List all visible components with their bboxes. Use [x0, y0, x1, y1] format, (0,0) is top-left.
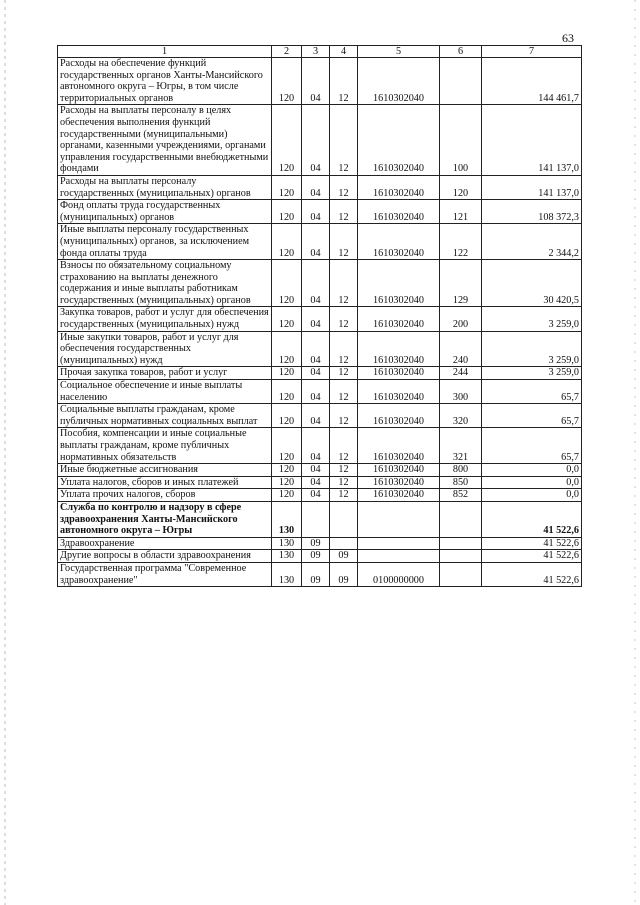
cell-ministry-code: 120 [272, 404, 302, 428]
cell-target-code: 1610302040 [358, 476, 440, 489]
cell-subsection-code: 09 [330, 562, 358, 586]
cell-expense-type: 100 [440, 105, 482, 176]
cell-expense-type [440, 537, 482, 550]
cell-section-code: 04 [302, 307, 330, 331]
cell-name: Иные бюджетные ассигнования [58, 464, 272, 477]
cell-ministry-code: 130 [272, 537, 302, 550]
cell-name: Социальные выплаты гражданам, кроме публичных нормативных социальных выплат [58, 404, 272, 428]
cell-expense-type: 244 [440, 367, 482, 380]
cell-ministry-code: 130 [272, 562, 302, 586]
cell-subsection-code: 12 [330, 489, 358, 502]
table-row [58, 331, 582, 367]
table-row [58, 428, 582, 464]
cell-name: Пособия, компенсации и иные социальные выплаты гражданам, кроме публичных нормативных обязательств [58, 428, 272, 464]
cell-ministry-code: 120 [272, 476, 302, 489]
cell-name: Иные закупки товаров, работ и услуг для обеспечения государственных (муниципальных) нужд [58, 331, 272, 367]
cell-amount: 0,0 [482, 476, 582, 489]
cell-target-code: 1610302040 [358, 464, 440, 477]
cell-target-code: 1610302040 [358, 367, 440, 380]
cell-target-code: 1610302040 [358, 200, 440, 224]
cell-subsection-code: 12 [330, 331, 358, 367]
cell-section-code: 04 [302, 331, 330, 367]
cell-ministry-code: 120 [272, 367, 302, 380]
cell-section-code: 04 [302, 175, 330, 199]
table-row [58, 489, 582, 502]
cell-amount: 108 372,3 [482, 200, 582, 224]
cell-section-code: 09 [302, 562, 330, 586]
header-col-6: 6 [440, 46, 482, 58]
table-row [58, 175, 582, 199]
cell-target-code: 1610302040 [358, 307, 440, 331]
table-row [58, 476, 582, 489]
cell-amount: 3 259,0 [482, 367, 582, 380]
cell-subsection-code: 09 [330, 550, 358, 563]
cell-name: Расходы на обеспечение функций государственных органов Ханты-Мансийского автономного округа – Югры, в том числе территориальных органов [58, 58, 272, 105]
cell-section-code: 04 [302, 58, 330, 105]
cell-subsection-code: 12 [330, 105, 358, 176]
cell-amount: 3 259,0 [482, 307, 582, 331]
header-col-1: 1 [58, 46, 272, 58]
cell-amount: 65,7 [482, 428, 582, 464]
table-row [58, 501, 582, 537]
cell-ministry-code: 130 [272, 501, 302, 537]
table-row [58, 404, 582, 428]
cell-section-code: 04 [302, 260, 330, 307]
cell-ministry-code: 120 [272, 200, 302, 224]
cell-target-code [358, 550, 440, 563]
cell-target-code: 1610302040 [358, 404, 440, 428]
cell-amount: 41 522,6 [482, 501, 582, 537]
cell-section-code: 04 [302, 224, 330, 260]
cell-amount: 2 344,2 [482, 224, 582, 260]
table-row [58, 380, 582, 404]
table-row [58, 260, 582, 307]
cell-subsection-code: 12 [330, 200, 358, 224]
cell-name: Социальное обеспечение и иные выплаты населению [58, 380, 272, 404]
cell-expense-type [440, 58, 482, 105]
cell-name: Уплата прочих налогов, сборов [58, 489, 272, 502]
cell-name: Иные выплаты персоналу государственных (муниципальных) органов, за исключением фонда оплаты труда [58, 224, 272, 260]
table-row [58, 537, 582, 550]
table-row [58, 200, 582, 224]
cell-amount: 141 137,0 [482, 105, 582, 176]
cell-subsection-code: 12 [330, 175, 358, 199]
header-col-2: 2 [272, 46, 302, 58]
header-col-3: 3 [302, 46, 330, 58]
cell-target-code: 1610302040 [358, 224, 440, 260]
cell-ministry-code: 120 [272, 105, 302, 176]
cell-name: Государственная программа "Современное здравоохранение" [58, 562, 272, 586]
cell-ministry-code: 120 [272, 464, 302, 477]
cell-name: Расходы на выплаты персоналу в целях обеспечения выполнения функций государственными (муниципальными) органами, казенными учреждениями, органами управления государственными внебюджетными фондами [58, 105, 272, 176]
cell-subsection-code: 12 [330, 307, 358, 331]
cell-subsection-code: 12 [330, 428, 358, 464]
cell-amount: 65,7 [482, 380, 582, 404]
scan-edge-left [4, 0, 6, 905]
cell-section-code: 04 [302, 367, 330, 380]
cell-name: Расходы на выплаты персоналу государственных (муниципальных) органов [58, 175, 272, 199]
cell-subsection-code: 12 [330, 404, 358, 428]
cell-subsection-code: 12 [330, 380, 358, 404]
table-row [58, 58, 582, 105]
cell-expense-type [440, 550, 482, 563]
header-col-5: 5 [358, 46, 440, 58]
cell-expense-type: 200 [440, 307, 482, 331]
header-col-4: 4 [330, 46, 358, 58]
cell-subsection-code: 12 [330, 367, 358, 380]
cell-subsection-code: 12 [330, 476, 358, 489]
cell-section-code: 09 [302, 550, 330, 563]
cell-expense-type: 800 [440, 464, 482, 477]
cell-amount: 41 522,6 [482, 537, 582, 550]
cell-expense-type: 320 [440, 404, 482, 428]
cell-target-code: 1610302040 [358, 105, 440, 176]
cell-amount: 0,0 [482, 489, 582, 502]
cell-amount: 41 522,6 [482, 550, 582, 563]
cell-name: Фонд оплаты труда государственных (муниципальных) органов [58, 200, 272, 224]
table-header-row [58, 46, 582, 58]
cell-name: Служба по контролю и надзору в сфере здравоохранения Ханты-Мансийского автономного округа – Югры [58, 501, 272, 537]
cell-name: Взносы по обязательному социальному страхованию на выплаты денежного содержания и иные выплаты работникам государственных (муниципальных) органов [58, 260, 272, 307]
cell-section-code: 04 [302, 428, 330, 464]
cell-expense-type: 852 [440, 489, 482, 502]
cell-ministry-code: 120 [272, 224, 302, 260]
cell-name: Другие вопросы в области здравоохранения [58, 550, 272, 563]
cell-ministry-code: 120 [272, 307, 302, 331]
cell-section-code: 04 [302, 380, 330, 404]
cell-amount: 141 137,0 [482, 175, 582, 199]
cell-expense-type: 120 [440, 175, 482, 199]
table-row [58, 562, 582, 586]
cell-target-code: 1610302040 [358, 489, 440, 502]
cell-section-code: 09 [302, 537, 330, 550]
scan-edge-right [634, 0, 636, 905]
table-row [58, 464, 582, 477]
budget-table [57, 45, 582, 587]
cell-expense-type: 300 [440, 380, 482, 404]
cell-ministry-code: 120 [272, 428, 302, 464]
cell-ministry-code: 120 [272, 331, 302, 367]
cell-section-code: 04 [302, 200, 330, 224]
cell-subsection-code: 12 [330, 58, 358, 105]
cell-amount: 30 420,5 [482, 260, 582, 307]
cell-target-code: 1610302040 [358, 331, 440, 367]
table-row [58, 550, 582, 563]
cell-ministry-code: 120 [272, 380, 302, 404]
cell-ministry-code: 120 [272, 489, 302, 502]
cell-expense-type [440, 562, 482, 586]
cell-target-code: 1610302040 [358, 428, 440, 464]
cell-section-code [302, 501, 330, 537]
cell-target-code: 1610302040 [358, 175, 440, 199]
cell-target-code [358, 501, 440, 537]
cell-expense-type: 122 [440, 224, 482, 260]
cell-target-code: 1610302040 [358, 58, 440, 105]
cell-section-code: 04 [302, 476, 330, 489]
cell-ministry-code: 120 [272, 260, 302, 307]
cell-amount: 0,0 [482, 464, 582, 477]
cell-subsection-code [330, 537, 358, 550]
cell-expense-type: 121 [440, 200, 482, 224]
cell-subsection-code: 12 [330, 464, 358, 477]
table-row [58, 105, 582, 176]
cell-amount: 41 522,6 [482, 562, 582, 586]
cell-expense-type: 129 [440, 260, 482, 307]
cell-expense-type [440, 501, 482, 537]
page-number: 63 [562, 31, 574, 45]
cell-name: Закупка товаров, работ и услуг для обеспечения государственных (муниципальных) нужд [58, 307, 272, 331]
cell-target-code [358, 537, 440, 550]
cell-amount: 65,7 [482, 404, 582, 428]
cell-name: Уплата налогов, сборов и иных платежей [58, 476, 272, 489]
cell-section-code: 04 [302, 489, 330, 502]
cell-ministry-code: 120 [272, 175, 302, 199]
cell-name: Здравоохранение [58, 537, 272, 550]
table-row [58, 307, 582, 331]
cell-target-code: 1610302040 [358, 260, 440, 307]
cell-subsection-code: 12 [330, 224, 358, 260]
table-row [58, 367, 582, 380]
cell-amount: 3 259,0 [482, 331, 582, 367]
cell-section-code: 04 [302, 464, 330, 477]
cell-amount: 144 461,7 [482, 58, 582, 105]
cell-target-code: 1610302040 [358, 380, 440, 404]
table-row [58, 224, 582, 260]
cell-expense-type: 321 [440, 428, 482, 464]
cell-expense-type: 240 [440, 331, 482, 367]
cell-ministry-code: 130 [272, 550, 302, 563]
cell-subsection-code: 12 [330, 260, 358, 307]
cell-subsection-code [330, 501, 358, 537]
cell-target-code: 0100000000 [358, 562, 440, 586]
cell-section-code: 04 [302, 404, 330, 428]
cell-ministry-code: 120 [272, 58, 302, 105]
cell-name: Прочая закупка товаров, работ и услуг [58, 367, 272, 380]
header-col-7: 7 [482, 46, 582, 58]
cell-expense-type: 850 [440, 476, 482, 489]
cell-section-code: 04 [302, 105, 330, 176]
